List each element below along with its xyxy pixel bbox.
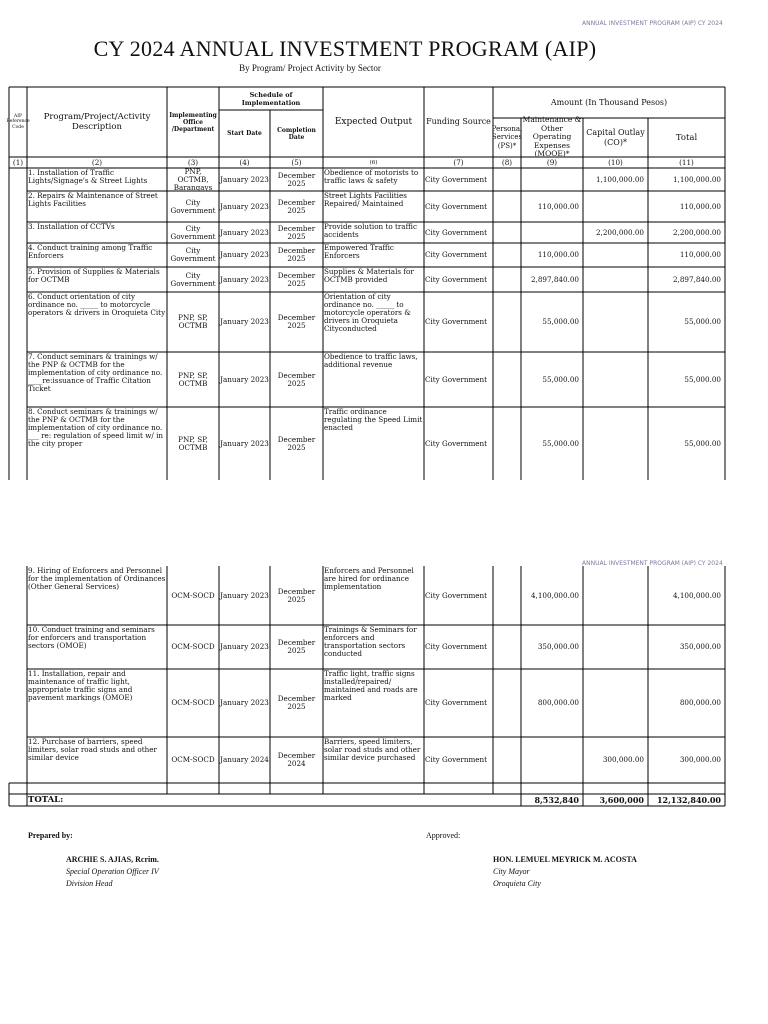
- cell-ps: [493, 267, 521, 292]
- cell-completion-date: December 2025: [277, 586, 316, 604]
- cell-co: [583, 267, 648, 292]
- header-office: Implementing Office /Department: [169, 111, 217, 133]
- cell-completion-date: December 2025: [277, 223, 316, 241]
- header-funding: Funding Source: [426, 117, 491, 126]
- col-number: (11): [679, 157, 694, 167]
- col-number: (1): [12, 157, 24, 167]
- header-ps: Personal Services (PS)*: [491, 124, 523, 150]
- header-output: Expected Output: [334, 117, 413, 127]
- cell-start-date: January 2023: [220, 174, 269, 184]
- cell-mooe: 55,000.00: [542, 438, 579, 448]
- cell-expected-output: Orientation of city ordinance no. _____ to motorcycle operators & drivers in Oroquieta Cityconducted: [324, 292, 411, 333]
- cell-office: City Government: [170, 246, 216, 263]
- cell-office: OCM-SOCD: [171, 698, 215, 707]
- cell-total: 4,100,000.00: [672, 590, 721, 600]
- cell-mooe: 800,000.00: [537, 698, 579, 707]
- cell-funding-source: City Government: [425, 438, 488, 448]
- col-number: (3): [187, 157, 199, 167]
- total-co: 3,600,000: [599, 795, 644, 805]
- cell-completion-date: December 2025: [277, 197, 316, 215]
- cell-start-date: January 2023: [220, 250, 269, 259]
- cell-completion-date: December 2025: [277, 313, 316, 330]
- cell-completion-date: December 2024: [277, 751, 316, 768]
- cell-ps: [493, 292, 521, 352]
- cell-start-date: January 2023: [220, 698, 269, 707]
- cell-total: 350,000.00: [679, 642, 721, 651]
- cell-description: 1. Installation of Traffic Lights/Signage's & Street Lights: [28, 168, 148, 185]
- col-number: (9): [546, 157, 558, 167]
- cell-start-date: January 2023: [220, 274, 269, 284]
- cell-total: 55,000.00: [684, 317, 721, 326]
- cell-expected-output: Empowered Traffic Enforcers: [324, 243, 394, 260]
- cell-mooe: 4,100,000.00: [530, 590, 579, 600]
- cell-ps: [493, 352, 521, 407]
- approved-title2: Oroquieta City: [493, 879, 541, 888]
- cell-start-date: January 2023: [220, 201, 269, 211]
- cell-office: OCM-SOCD: [171, 590, 215, 600]
- prepared-title: Special Operation Officer IV: [66, 867, 159, 876]
- cell-total: 110,000.00: [679, 250, 721, 259]
- cell-ps: [493, 168, 521, 191]
- cell-expected-output: Traffic ordinance regulating the Speed Limit enacted: [324, 407, 423, 432]
- approved-label: Approved:: [426, 831, 461, 840]
- col-number: (8): [501, 157, 513, 167]
- cell-mooe: 110,000.00: [537, 250, 579, 259]
- cell-description: 9. Hiring of Enforcers and Personnel for the implementation of Ordinances (Other General Services): [28, 566, 166, 591]
- cell-office: PNP, SP, OCTMB: [178, 370, 208, 388]
- header-total: Total: [675, 132, 698, 143]
- header-mooe: Maintenance & Other Operating Expenses (MOOE)*: [522, 115, 582, 159]
- cell-mooe: [521, 737, 583, 783]
- cell-expected-output: Obedience of motorists to traffic laws & safety: [324, 168, 419, 185]
- cell-description: 8. Conduct seminars & trainings w/ the PNP & OCTMB for the implementation of city ordinance no. ___ re: regulation of speed limit w/ in the city proper: [28, 407, 164, 448]
- cell-total: 110,000.00: [679, 201, 721, 211]
- cell-office: City Government: [170, 223, 216, 241]
- cell-expected-output: Provide solution to traffic accidents: [324, 222, 418, 239]
- cell-funding-source: City Government: [425, 590, 488, 600]
- cell-office: PNP, SP, OCTMB: [178, 313, 208, 330]
- document-title: CY 2024 ANNUAL INVESTMENT PROGRAM (AIP): [93, 36, 597, 61]
- cell-co: [583, 352, 648, 407]
- header-completion: Completion Date: [277, 126, 316, 141]
- cell-start-date: January 2024: [220, 755, 269, 764]
- header-ref-code: AIP Reference Code: [6, 113, 30, 130]
- header-start: Start Date: [227, 129, 262, 137]
- cell-funding-source: City Government: [425, 317, 488, 326]
- cell-expected-output: Trainings & Seminars for enforcers and transportation sectors conducted: [324, 625, 417, 658]
- header-amount: Amount (In Thousand Pesos): [550, 97, 668, 107]
- cell-description: 12. Purchase of barriers, speed limiters, solar road studs and other similar device: [28, 737, 157, 762]
- cell-completion-date: December 2025: [277, 170, 316, 188]
- cell-funding-source: City Government: [425, 227, 488, 237]
- col-number: (5): [291, 157, 302, 167]
- cell-co: [583, 292, 648, 352]
- cell-ps: [493, 566, 521, 625]
- header-description: Program/Project/Activity Description: [43, 112, 151, 132]
- header-co: Capital Outlay (CO)*: [586, 127, 645, 147]
- cell-completion-date: December 2025: [277, 246, 316, 263]
- cell-mooe: 55,000.00: [542, 317, 579, 326]
- cell-expected-output: Enforcers and Personnel are hired for ordinance implementation: [324, 566, 414, 591]
- cell-office: City Government: [170, 270, 216, 288]
- cell-office: OCM-SOCD: [171, 755, 215, 764]
- cell-ps: [493, 669, 521, 737]
- cell-start-date: January 2023: [220, 374, 269, 384]
- cell-mooe: 350,000.00: [537, 642, 579, 651]
- header-schedule: Schedule of Implementation: [241, 90, 301, 107]
- cell-ps: [493, 625, 521, 669]
- cell-co: 300,000.00: [602, 755, 644, 764]
- corner-note: ANNUAL INVESTMENT PROGRAM (AIP) CY 2024: [582, 20, 723, 27]
- cell-ps: [493, 737, 521, 783]
- corner-note-page2: ANNUAL INVESTMENT PROGRAM (AIP) CY 2024: [582, 560, 723, 567]
- cell-mooe: 110,000.00: [537, 201, 579, 211]
- cell-ps: [493, 191, 521, 222]
- cell-ps: [493, 407, 521, 480]
- cell-completion-date: December 2025: [277, 638, 316, 655]
- cell-total: 1,100,000.00: [672, 174, 721, 184]
- cell-office: PNP, SP, OCTMB: [178, 434, 208, 452]
- cell-total: 800,000.00: [679, 698, 721, 707]
- approved-name: HON. LEMUEL MEYRICK M. ACOSTA: [493, 855, 637, 864]
- cell-completion-date: December 2025: [277, 434, 316, 452]
- cell-funding-source: City Government: [425, 201, 488, 211]
- cell-funding-source: City Government: [425, 374, 488, 384]
- cell-mooe: [521, 168, 583, 191]
- cell-expected-output: Supplies & Materials for OCTMB provided: [324, 267, 414, 284]
- cell-co: 2,200,000.00: [595, 227, 644, 237]
- cell-completion-date: December 2025: [277, 694, 316, 711]
- cell-completion-date: December 2025: [277, 270, 316, 288]
- cell-mooe: 2,897,840.00: [530, 274, 579, 284]
- cell-funding-source: City Government: [425, 755, 488, 764]
- cell-description: 11. Installation, repair and maintenance of traffic light, appropriate traffic signs and pavement markings (OMOE): [28, 669, 133, 702]
- cell-expected-output: Obedience to traffic laws, additional revenue: [324, 352, 418, 369]
- cell-co: [583, 625, 648, 669]
- cell-funding-source: City Government: [425, 274, 488, 284]
- col-number: (10): [608, 157, 623, 167]
- cell-funding-source: City Government: [425, 250, 488, 259]
- cell-description: 4. Conduct training among Traffic Enforcers: [28, 243, 153, 260]
- cell-co: [583, 669, 648, 737]
- cell-start-date: January 2023: [220, 227, 269, 237]
- cell-start-date: January 2023: [220, 317, 269, 326]
- cell-expected-output: Street Lights Facilities Repaired/ Maintained: [324, 191, 407, 208]
- cell-total: 300,000.00: [679, 755, 721, 764]
- cell-description: 5. Provision of Supplies & Materials for OCTMB: [28, 267, 160, 284]
- col-number: (7): [453, 157, 464, 167]
- cell-co: [583, 407, 648, 480]
- total-mooe: 8,532,840: [534, 795, 579, 805]
- document-subtitle: By Program/ Project Activity by Sector: [239, 63, 381, 73]
- cell-description: 10. Conduct training and seminars for enforcers and transportation sectors (OMOE): [28, 625, 155, 650]
- cell-co: [583, 243, 648, 267]
- cell-mooe: 55,000.00: [542, 374, 579, 384]
- approved-title: City Mayor: [493, 867, 530, 876]
- cell-co: [583, 191, 648, 222]
- col-number: (6): [369, 159, 378, 166]
- cell-co: 1,100,000.00: [595, 174, 644, 184]
- cell-start-date: January 2023: [220, 438, 269, 448]
- cell-ps: [493, 243, 521, 267]
- cell-mooe: [521, 222, 583, 243]
- cell-office: OCM-SOCD: [171, 642, 215, 651]
- cell-ps: [493, 222, 521, 243]
- prepared-title2: Division Head: [66, 879, 113, 888]
- cell-co: [583, 566, 648, 625]
- prepared-name: ARCHIE S. AJIAS, Rcrim.: [66, 855, 159, 864]
- cell-total: 55,000.00: [684, 438, 721, 448]
- cell-completion-date: December 2025: [277, 370, 316, 388]
- total-grand: 12,132,840.00: [656, 795, 721, 805]
- cell-description: 2. Repairs & Maintenance of Street Lights Facilities: [28, 191, 158, 208]
- prepared-label: Prepared by:: [28, 831, 73, 840]
- cell-expected-output: Traffic light, traffic signs installed/repaired/ maintained and roads are marked: [324, 669, 418, 702]
- cell-funding-source: City Government: [425, 174, 488, 184]
- cell-funding-source: City Government: [425, 642, 488, 651]
- col-number: (2): [91, 157, 103, 167]
- cell-total: 2,897,840.00: [672, 274, 721, 284]
- cell-description: 6. Conduct orientation of city ordinance no. _____ to motorcycle operators & drivers in Oroquieta City: [28, 292, 166, 317]
- cell-office: City Government: [170, 197, 216, 215]
- cell-funding-source: City Government: [425, 698, 488, 707]
- cell-description: 3. Installation of CCTVs: [28, 222, 115, 231]
- cell-total: 2,200,000.00: [672, 227, 721, 237]
- cell-description: 7. Conduct seminars & trainings w/ the PNP & OCTMB for the implementation of city ordinance no. ____re:issuance of Traffic Citation Ticket: [28, 352, 163, 393]
- total-label: TOTAL:: [28, 795, 64, 805]
- cell-start-date: January 2023: [220, 590, 269, 600]
- cell-total: 55,000.00: [684, 374, 721, 384]
- cell-start-date: January 2023: [220, 642, 269, 651]
- col-number: (4): [239, 157, 250, 167]
- cell-office: PNP, OCTMB, Barangays: [173, 166, 213, 192]
- cell-expected-output: Barriers, speed limiters, solar road studs and other similar device purchased: [324, 737, 421, 762]
